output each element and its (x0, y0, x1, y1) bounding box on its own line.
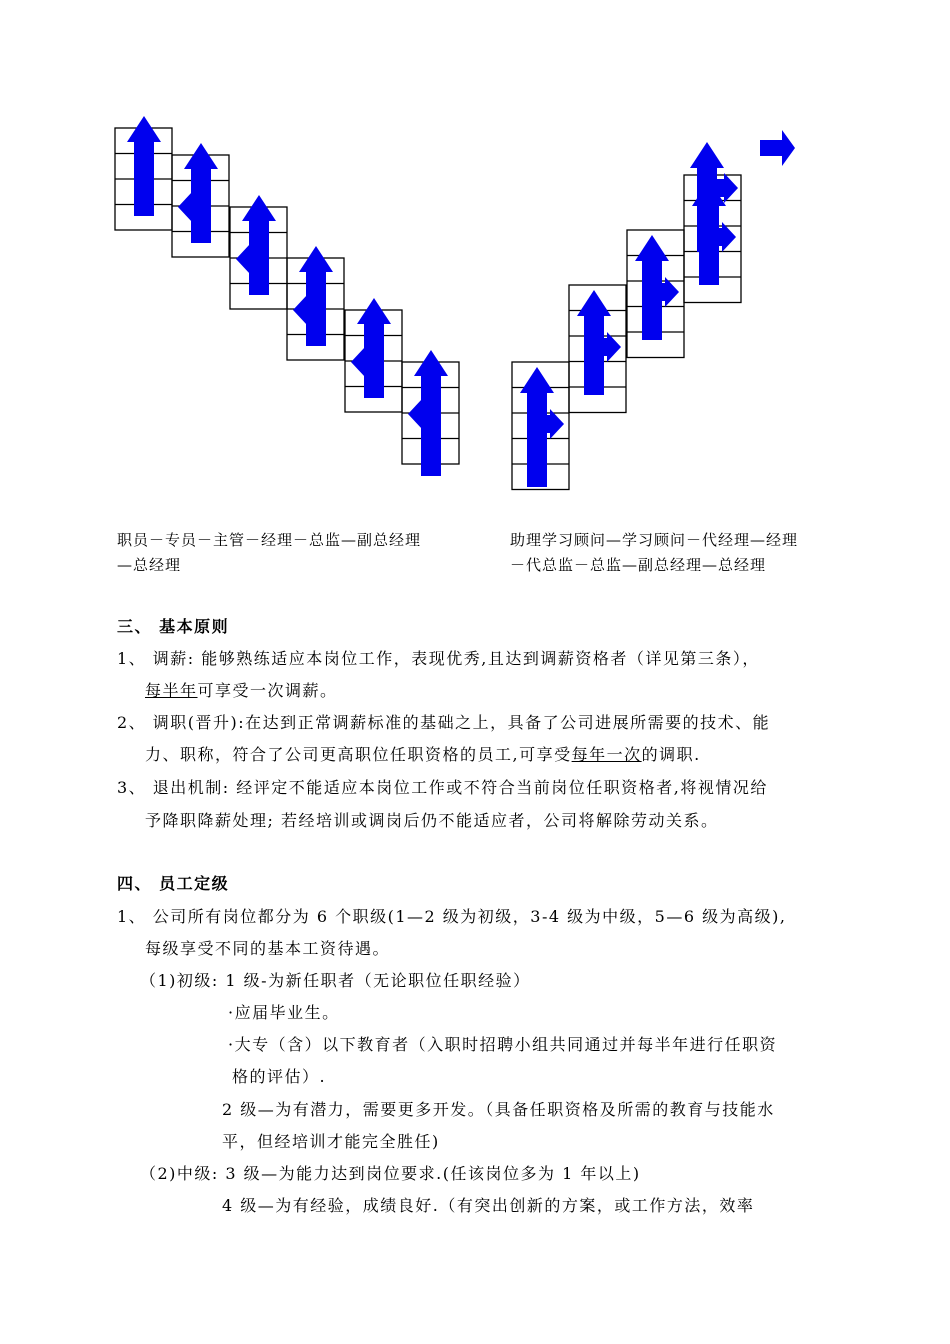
left-up-arrow-1 (127, 116, 161, 216)
section4-heading: 四、 员工定级 (117, 874, 230, 893)
right-ladder-caption-line1: 助理学习顾问—学习顾问－代经理—经理 (510, 531, 799, 549)
section3-item1-line2-rest: 可享受一次调薪。 (197, 681, 338, 700)
junior-level-line: （1)初级: 1 级-为新任职者（无论职位任职经验） (140, 971, 531, 990)
left-up-arrow-3 (242, 195, 276, 295)
section3-item2-line2 (145, 742, 701, 765)
left-ladder-caption-line1: 职员－专员－主管－经理－总监—副总经理 (117, 531, 422, 549)
section3-item3-line2: 予降职降薪处理; 若经培训或调岗后仍不能适应者，公司将解除劳动关系。 (145, 811, 719, 830)
section3-item1-line1: 1、 调薪: 能够熟练适应本岗位工作，表现优秀,且达到调薪资格者（详见第三条）， (117, 649, 760, 668)
junior-bullet-education-line2: 格的评估）. (232, 1067, 327, 1086)
top-right-arrow (760, 130, 795, 166)
section3-item2-line2-post: 的调职. (641, 745, 701, 764)
section3-item3-line1: 3、 退出机制: 经评定不能适应本岗位工作或不符合当前岗位任职资格者,将视情况给 (117, 778, 768, 797)
career-ladder-diagram (0, 0, 950, 520)
middle-level-line: （2)中级: 3 级—为能力达到岗位要求.(任该岗位多为 1 年以上) (140, 1164, 641, 1183)
semiannual-underline: 每半年 (145, 681, 198, 700)
section3-heading: 三、 基本原则 (117, 617, 230, 636)
level2-line1: 2 级—为有潜力，需要更多开发。（具备任职资格及所需的教育与技能水 (222, 1100, 775, 1119)
section3-item2-line2-pre: 力、职称，符合了公司更高职位任职资格的员工,可享受 (145, 745, 572, 764)
left-up-arrow-4 (299, 246, 333, 346)
right-ladder-caption-line2: －代总监－总监—副总经理—总经理 (510, 556, 767, 574)
section4-item1-line2: 每级享受不同的基本工资待遇。 (145, 939, 391, 958)
level4-line: 4 级—为有经验，成绩良好.（有突出创新的方案，或工作方法，效率 (222, 1196, 755, 1215)
junior-bullet-graduates: ·应届毕业生。 (228, 1003, 340, 1022)
left-ladder-caption-line2: —总经理 (117, 556, 182, 574)
section3-item2-line1: 2、 调职(晋升):在达到正常调薪标准的基础之上，具备了公司进展所需要的技术、能 (117, 713, 771, 732)
section3-item1-line2 (145, 678, 338, 701)
left-up-arrow-2 (184, 143, 218, 243)
annual-underline: 每年一次 (571, 745, 642, 764)
section4-item1-line1: 1、 公司所有岗位都分为 6 个职级(1—2 级为初级，3-4 级为中级，5—6 级为高级), (117, 907, 787, 926)
left-up-arrow-5 (357, 298, 391, 398)
level2-line2: 平，但经培训才能完全胜任) (222, 1132, 440, 1151)
junior-bullet-education-line1: ·大专（含）以下教育者（入职时招聘小组共同通过并每半年进行任职资 (228, 1035, 778, 1054)
